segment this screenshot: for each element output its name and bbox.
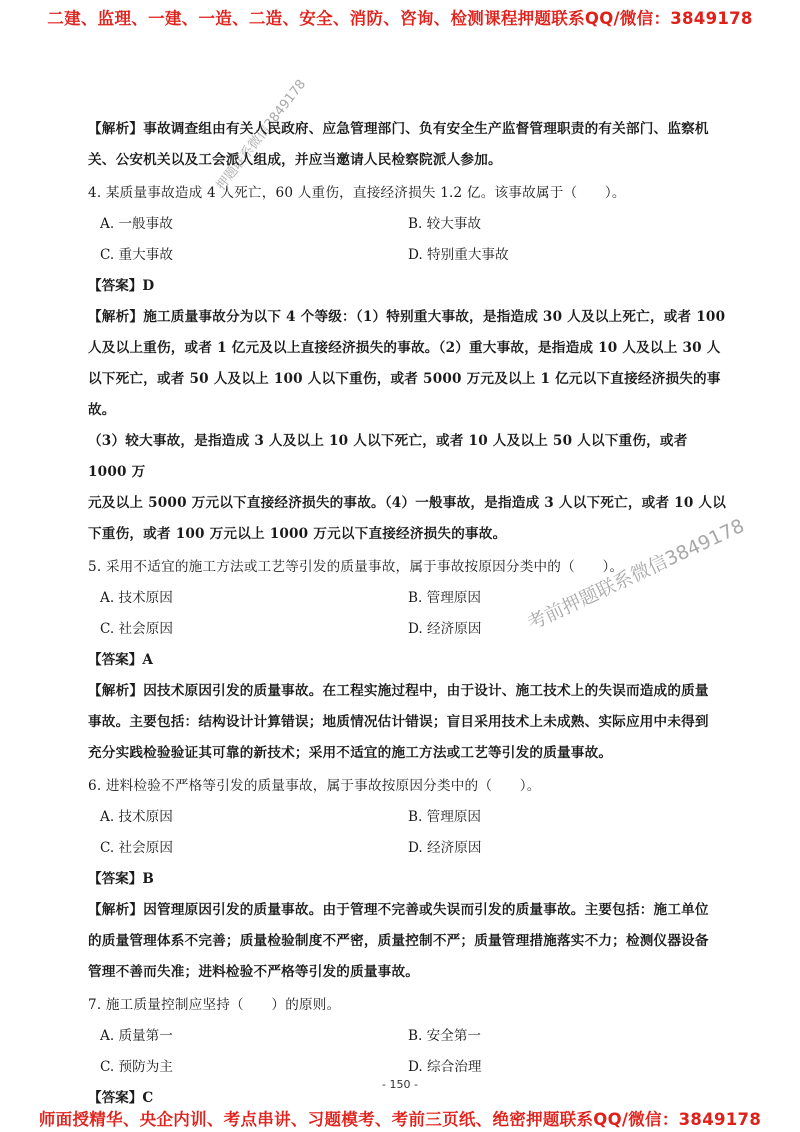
- analysis-line: 充分实践检验验证其可靠的新技术；采用不适宜的施工方法或工艺等引发的质量事故。: [88, 745, 613, 761]
- document-body: [88, 112, 728, 1114]
- option-d: D. 经济原因: [408, 840, 482, 856]
- question-stem: 7. 施工质量控制应坚持（ ）的原则。: [88, 997, 341, 1013]
- answer: 【答案】C: [88, 1090, 154, 1106]
- analysis-line: 元及以上 5000 万元以下直接经济损失的事故。（4）一般事故，是指造成 3 人以下死亡，或者 10 人以: [88, 495, 727, 511]
- analysis-line: 【解析】因管理原因引发的质量事故。由于管理不完善或失误而引发的质量事故。主要包括：施工单位: [88, 902, 709, 918]
- options-row: [88, 833, 728, 864]
- question-7: [88, 990, 728, 1114]
- analysis-line: 【解析】事故调查组由有关人民政府、应急管理部门、负有安全生产监督管理职责的有关部门、监察机: [88, 121, 709, 137]
- options-row: [88, 1021, 728, 1052]
- option-d: D. 综合治理: [408, 1059, 482, 1075]
- option-c: C. 社会原因: [100, 621, 173, 637]
- options-row: [88, 802, 728, 833]
- options-row: [88, 209, 728, 240]
- option-d: D. 特别重大事故: [408, 247, 509, 263]
- analysis-tag: 【解析】: [88, 309, 144, 325]
- analysis-block: [88, 114, 728, 176]
- question-6: [88, 771, 728, 988]
- analysis-line: 下重伤，或者 100 万元以上 1000 万元以下直接经济损失的事故。: [88, 526, 507, 542]
- analysis-line: 以下死亡，或者 50 人及以上 100 人以下重伤，或者 5000 万元及以上 1 亿元以下直接经济损失的事故。: [88, 371, 721, 418]
- option-b: B. 安全第一: [408, 1028, 482, 1044]
- analysis-line: 人及以上重伤，或者 1 亿元及以上直接经济损失的事故。（2）重大事故，是指造成 10 人及以上 30 人: [88, 340, 721, 356]
- options-row: [88, 583, 728, 614]
- analysis-tag: 【解析】: [88, 902, 144, 918]
- analysis-tag: 【解析】: [88, 683, 144, 699]
- option-a: A. 一般事故: [100, 216, 173, 232]
- option-c: C. 预防为主: [100, 1059, 173, 1075]
- option-b: B. 管理原因: [408, 590, 482, 606]
- answer: 【答案】A: [88, 652, 153, 668]
- option-d: D. 经济原因: [408, 621, 482, 637]
- option-b: B. 较大事故: [408, 216, 482, 232]
- analysis-line: 关、公安机关以及工会派人组成，并应当邀请人民检察院派人参加。: [88, 152, 502, 168]
- analysis-line: （3）较大事故，是指造成 3 人及以上 10 人以下死亡，或者 10 人及以上 50 人以下重伤，或者 1000 万: [88, 433, 688, 480]
- top-banner: 二建、监理、一建、一造、二造、安全、消防、咨询、检测课程押题联系QQ/微信：3849178: [47, 9, 753, 28]
- question-4: [88, 178, 728, 550]
- analysis-line: 管理不善而失准；进料检验不严格等引发的质量事故。: [88, 964, 420, 980]
- options-row: [88, 614, 728, 645]
- option-a: A. 质量第一: [100, 1028, 173, 1044]
- watermark-text: 押题联系微信3849178: [213, 77, 310, 194]
- bottom-banner: 师面授精华、央企内训、考点串讲、习题模考、考前三页纸、绝密押题联系QQ/微信：3849178: [38, 1110, 762, 1129]
- analysis-line: 【解析】施工质量事故分为以下 4 个等级：（1）特别重大事故，是指造成 30 人及以上死亡，或者 100: [88, 309, 726, 325]
- question-stem: 5. 采用不适宜的施工方法或工艺等引发的质量事故，属于事故按原因分类中的（ ）。: [88, 559, 624, 575]
- question-stem: 4. 某质量事故造成 4 人死亡，60 人重伤，直接经济损失 1.2 亿。该事故属于（ ）。: [88, 185, 626, 201]
- question-5: [88, 552, 728, 769]
- analysis-tag: 【解析】: [88, 121, 144, 137]
- watermark-text: 考前押题联系微信3849178: [523, 514, 748, 635]
- options-row: [88, 240, 728, 271]
- analysis-line: 【解析】因技术原因引发的质量事故。在工程实施过程中，由于设计、施工技术上的失误而造成的质量: [88, 683, 709, 699]
- option-c: C. 重大事故: [100, 247, 173, 263]
- page-number: - 150 -: [382, 1078, 418, 1091]
- answer: 【答案】D: [88, 278, 155, 294]
- option-c: C. 社会原因: [100, 840, 173, 856]
- answer: 【答案】B: [88, 871, 154, 887]
- option-a: A. 技术原因: [100, 809, 173, 825]
- analysis-line: 的质量管理体系不完善；质量检验制度不严密，质量控制不严；质量管理措施落实不力；检测仪器设备: [88, 933, 709, 949]
- option-b: B. 管理原因: [408, 809, 482, 825]
- question-stem: 6. 进料检验不严格等引发的质量事故，属于事故按原因分类中的（ ）。: [88, 778, 541, 794]
- option-a: A. 技术原因: [100, 590, 173, 606]
- analysis-line: 事故。主要包括：结构设计计算错误；地质情况估计错误；盲目采用技术上未成熟、实际应用中未得到: [88, 714, 709, 730]
